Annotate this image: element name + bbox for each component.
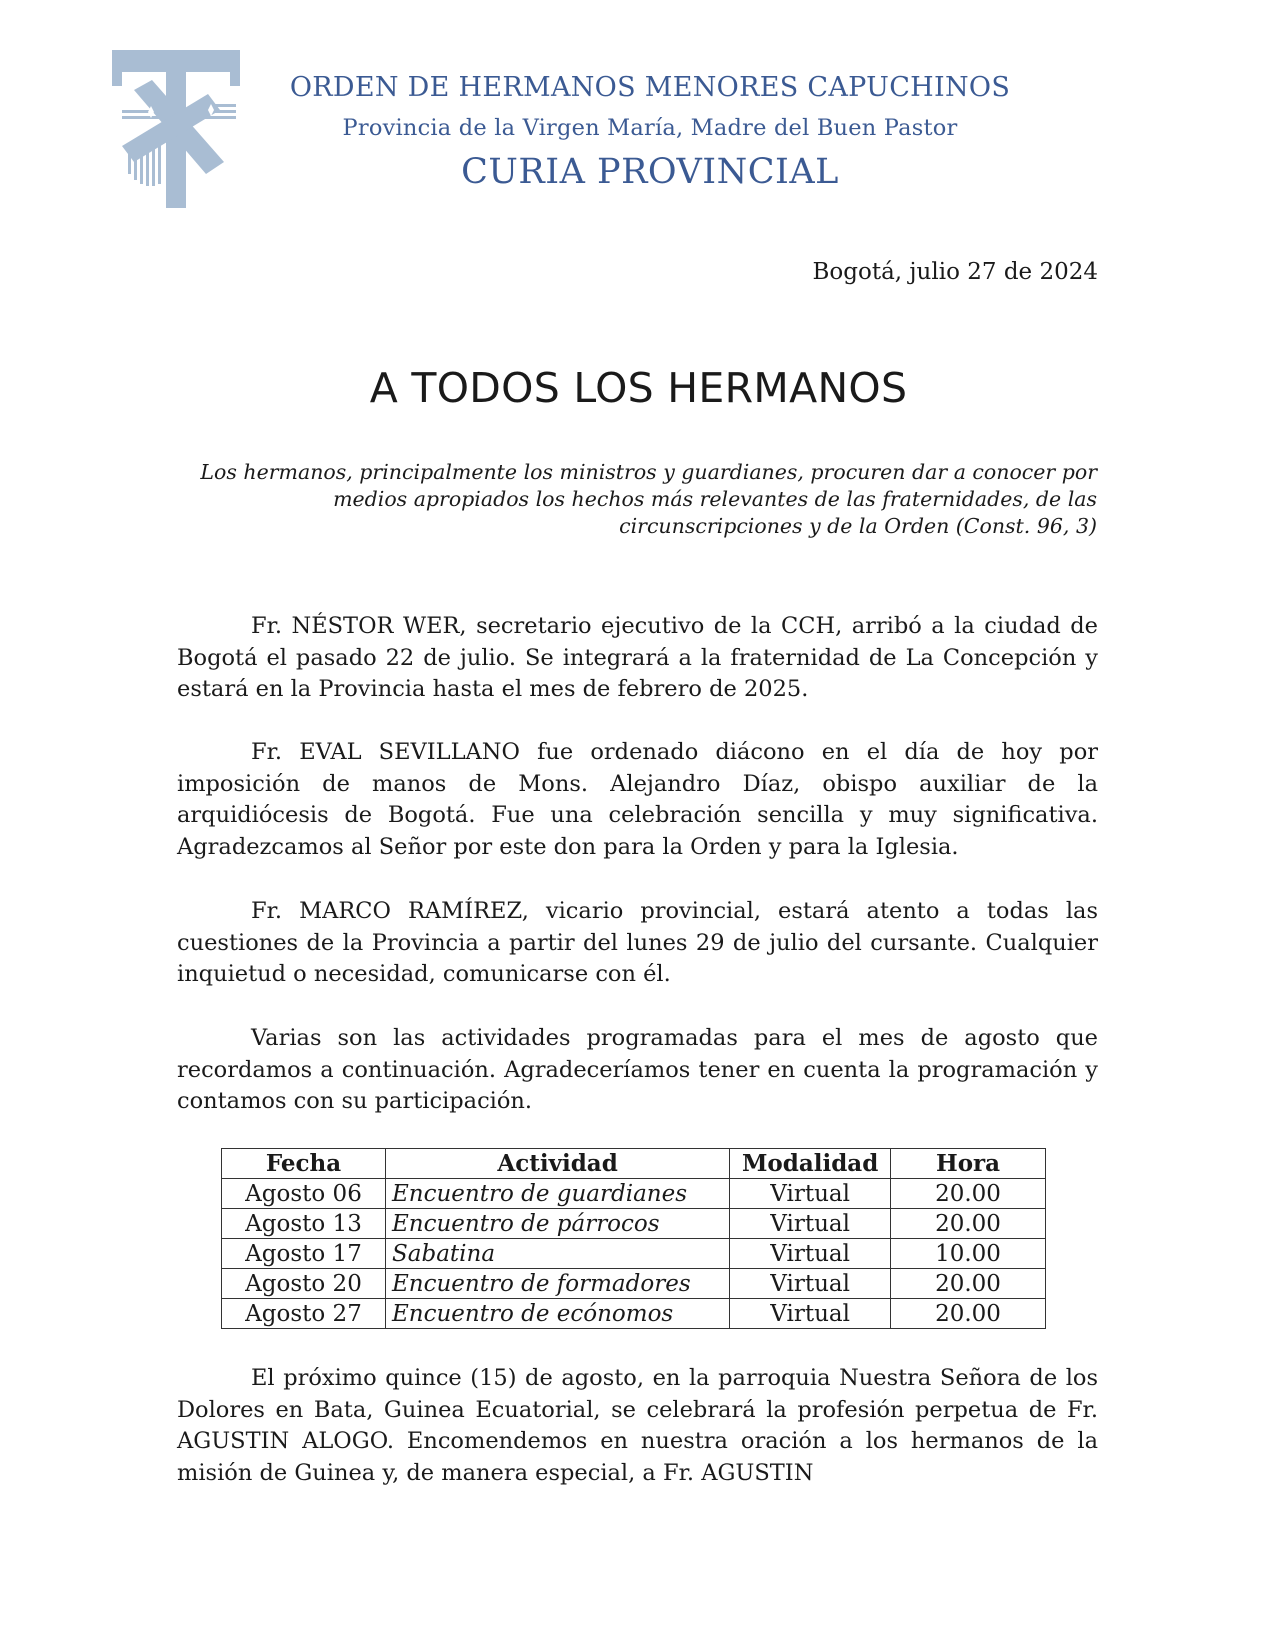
letter-date: Bogotá, julio 27 de 2024: [812, 259, 1098, 285]
cell-hora: 20.00: [891, 1209, 1046, 1239]
cell-modalidad: Virtual: [730, 1239, 891, 1269]
cell-modalidad: Virtual: [730, 1299, 891, 1329]
cell-fecha: Agosto 27: [222, 1299, 386, 1329]
letter-title: A TODOS LOS HERMANOS: [369, 364, 908, 412]
cell-hora: 10.00: [891, 1239, 1046, 1269]
cell-hora: 20.00: [891, 1269, 1046, 1299]
epigraph-quote: Los hermanos, principalmente los ministros y guardianes, procuren dar a conocer por medios apropiados los hechos más relevantes de las fraternidades, de las circunscripciones y de la Orden (Const. 96, 3): [200, 460, 1097, 538]
cell-actividad: Encuentro de formadores: [386, 1269, 730, 1299]
curia-name: CURIA PROVINCIAL: [461, 152, 839, 192]
cell-actividad: Encuentro de ecónomos: [386, 1299, 730, 1329]
header-actividad: Actividad: [386, 1149, 730, 1179]
header-hora: Hora: [891, 1149, 1046, 1179]
table-row: [222, 1209, 1046, 1239]
province-name: Provincia de la Virgen María, Madre del Buen Pastor: [342, 115, 958, 141]
paragraph-nestor-wer: Fr. NÉSTOR WER, secretario ejecutivo de la CCH, arribó a la ciudad de Bogotá el pasado 22 de julio. Se integrará a la fraternidad de La Concepción y estará en la Provincia hasta el mes de febrero de 2025.: [177, 613, 1098, 702]
header-fecha: Fecha: [222, 1149, 386, 1179]
cell-fecha: Agosto 20: [222, 1269, 386, 1299]
tau-cross-crossed-arms-emblem-icon: [112, 50, 250, 208]
table-row: [222, 1239, 1046, 1269]
cell-hora: 20.00: [891, 1179, 1046, 1209]
cell-actividad: Encuentro de guardianes: [386, 1179, 730, 1209]
activities-table: [221, 1148, 1046, 1329]
paragraph-agustin-alogo: El próximo quince (15) de agosto, en la parroquia Nuestra Señora de los Dolores en Bata, Guinea Ecuatorial, se celebrará la profesión perpetua de Fr. AGUSTIN ALOGO. Encomendemos en nuestra oración a los hermanos de la misión de Guinea y, de manera especial, a Fr. AGUSTIN: [177, 1365, 1098, 1486]
cell-fecha: Agosto 06: [222, 1179, 386, 1209]
paragraph-eval-sevillano: Fr. EVAL SEVILLANO fue ordenado diácono en el día de hoy por imposición de manos de Mons. Alejandro Díaz, obispo auxiliar de la arquidiócesis de Bogotá. Fue una celebración sencilla y muy significativa. Agradezcamos al Señor por este don para la Orden y para la Iglesia.: [177, 739, 1098, 860]
table-row: [222, 1269, 1046, 1299]
cell-fecha: Agosto 13: [222, 1209, 386, 1239]
cell-modalidad: Virtual: [730, 1179, 891, 1209]
table-header-row: [222, 1149, 1046, 1179]
table-row: [222, 1299, 1046, 1329]
cell-hora: 20.00: [891, 1299, 1046, 1329]
cell-modalidad: Virtual: [730, 1209, 891, 1239]
cell-modalidad: Virtual: [730, 1269, 891, 1299]
order-name: ORDEN DE HERMANOS MENORES CAPUCHINOS: [289, 72, 1011, 103]
table-row: [222, 1179, 1046, 1209]
cell-fecha: Agosto 17: [222, 1239, 386, 1269]
header-modalidad: Modalidad: [730, 1149, 891, 1179]
paragraph-marco-ramirez: Fr. MARCO RAMÍREZ, vicario provincial, estará atento a todas las cuestiones de la Provincia a partir del lunes 29 de julio del cursante. Cualquier inquietud o necesidad, comunicarse con él.: [177, 898, 1098, 987]
cell-actividad: Sabatina: [386, 1239, 730, 1269]
cell-actividad: Encuentro de párrocos: [386, 1209, 730, 1239]
paragraph-august-activities: Varias son las actividades programadas para el mes de agosto que recordamos a continuación. Agradeceríamos tener en cuenta la programación y contamos con su participación.: [177, 1025, 1098, 1114]
